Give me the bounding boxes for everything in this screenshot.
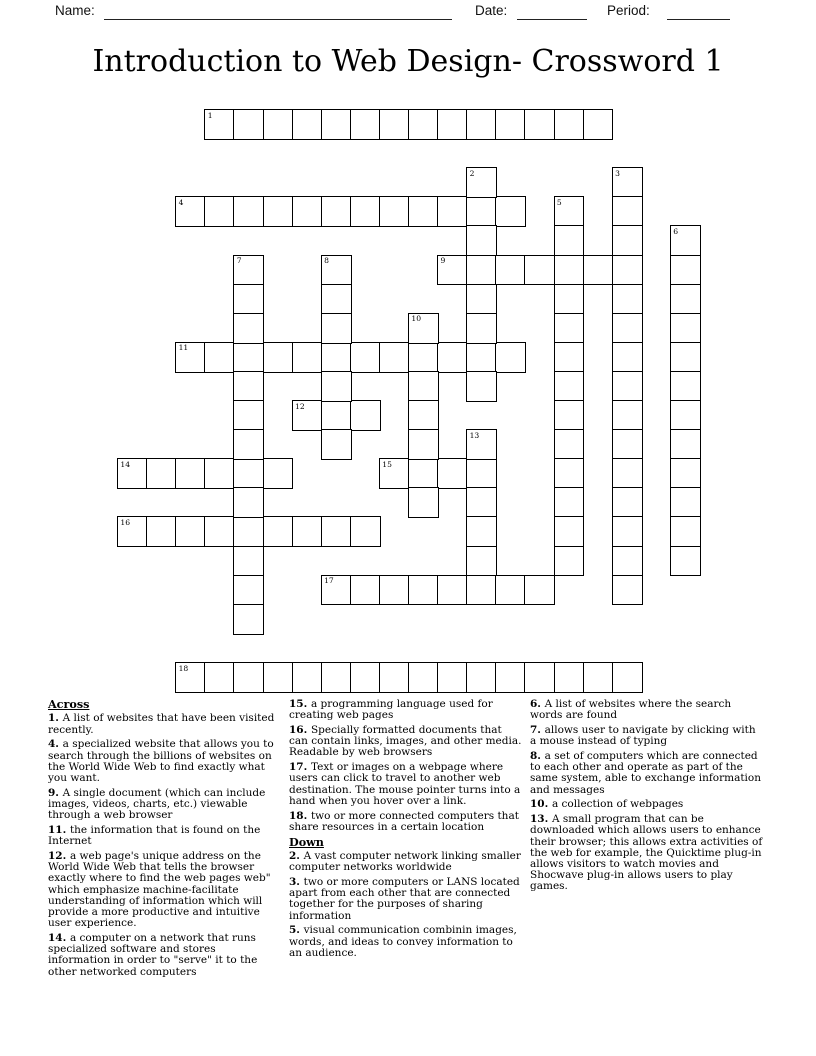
grid-cell-r19-c8[interactable] <box>350 662 381 693</box>
grid-cell-r16-c11[interactable] <box>437 575 468 606</box>
grid-cell-r3-c13[interactable] <box>495 196 526 227</box>
grid-cell-r16-c13[interactable] <box>495 575 526 606</box>
clue-10: 10. a collection of webpages <box>530 798 684 811</box>
grid-cell-r12-c2[interactable] <box>175 458 206 489</box>
grid-cell-r7-c15[interactable] <box>554 313 585 344</box>
grid-cell-r10-c10[interactable] <box>408 400 439 431</box>
grid-cell-r14-c4[interactable] <box>233 516 264 547</box>
grid-cell-r10-c17[interactable] <box>612 400 643 431</box>
grid-cell-r13-c15[interactable] <box>554 487 585 518</box>
grid-cell-r8-c7[interactable] <box>321 342 352 373</box>
grid-cell-r5-c14[interactable] <box>524 255 555 286</box>
grid-cell-r8-c10[interactable] <box>408 342 439 373</box>
cell-number-18: 18 <box>178 663 189 673</box>
grid-cell-r19-c5[interactable] <box>263 662 294 693</box>
grid-cell-r11-c19[interactable] <box>670 429 701 460</box>
cell-number-7: 7 <box>236 256 242 266</box>
grid-cell-r3-c4[interactable] <box>233 196 264 227</box>
grid-cell-r0-c7[interactable] <box>321 109 352 140</box>
clue-column-3 <box>530 699 763 981</box>
grid-cell-r8-c8[interactable] <box>350 342 381 373</box>
grid-cell-r16-c8[interactable] <box>350 575 381 606</box>
grid-cell-r5-c16[interactable] <box>583 255 614 286</box>
grid-cell-r7-c17[interactable] <box>612 313 643 344</box>
grid-cell-r8-c13[interactable] <box>495 342 526 373</box>
grid-cell-r12-c3[interactable] <box>204 458 235 489</box>
cell-number-9: 9 <box>440 256 446 266</box>
grid-cell-r19-c11[interactable] <box>437 662 468 693</box>
grid-cell-r14-c19[interactable] <box>670 516 701 547</box>
grid-cell-r12-c4[interactable] <box>233 458 264 489</box>
grid-cell-r14-c12[interactable] <box>466 516 497 547</box>
grid-cell-r13-c10[interactable] <box>408 487 439 518</box>
grid-cell-r8-c19[interactable] <box>670 342 701 373</box>
grid-cell-r10-c15[interactable] <box>554 400 585 431</box>
grid-cell-r0-c5[interactable] <box>263 109 294 140</box>
date-label: Date: <box>475 3 508 18</box>
grid-cell-r7-c4[interactable] <box>233 313 264 344</box>
grid-cell-r19-c3[interactable] <box>204 662 235 693</box>
grid-cell-r8-c4[interactable] <box>233 342 264 373</box>
grid-cell-r14-c3[interactable] <box>204 516 235 547</box>
grid-cell-r13-c4[interactable] <box>233 487 264 518</box>
date-blank-line[interactable] <box>517 19 587 20</box>
grid-cell-r12-c19[interactable] <box>670 458 701 489</box>
grid-cell-r6-c7[interactable] <box>321 284 352 315</box>
grid-cell-r19-c6[interactable] <box>292 662 323 693</box>
cell-number-12: 12 <box>295 401 305 411</box>
cell-number-5: 5 <box>556 197 562 207</box>
grid-cell-r9-c4[interactable] <box>233 371 264 402</box>
grid-cell-r19-c15[interactable] <box>554 662 585 693</box>
grid-cell-r7-c19[interactable] <box>670 313 701 344</box>
grid-cell-r15-c12[interactable] <box>466 546 497 577</box>
clue-11: 11. the information that is found on the Internet <box>48 824 261 848</box>
grid-cell-r0-c9[interactable] <box>379 109 410 140</box>
cell-number-3: 3 <box>615 168 620 178</box>
grid-cell-r9-c12[interactable] <box>466 371 497 402</box>
grid-cell-r3-c7[interactable] <box>321 196 352 227</box>
grid-cell-r0-c15[interactable] <box>554 109 585 140</box>
grid-cell-r4-c15[interactable] <box>554 225 585 256</box>
cell-number-17: 17 <box>324 576 334 586</box>
grid-cell-r12-c10[interactable] <box>408 458 439 489</box>
grid-cell-r16-c17[interactable] <box>612 575 643 606</box>
grid-cell-r13-c19[interactable] <box>670 487 701 518</box>
worksheet-title: Introduction to Web Design- Crossword 1 <box>92 44 724 79</box>
grid-cell-r8-c17[interactable] <box>612 342 643 373</box>
period-label: Period: <box>607 3 650 18</box>
grid-cell-r12-c15[interactable] <box>554 458 585 489</box>
crossword-grid <box>117 109 701 693</box>
grid-cell-r9-c19[interactable] <box>670 371 701 402</box>
clue-17: 17. Text or images on a webpage where users can click to travel to another web destination. The mouse pointer turns into a hand when you hover over a link. <box>289 761 521 807</box>
grid-cell-r11-c7[interactable] <box>321 429 352 460</box>
clue-13: 13. A small program that can be downloaded which allows users to enhance their browser; this allows extra activities of the web for example, the Quicktime plug-in allows visitors to watch movies and Shocwave plug-in allows users to play games. <box>530 813 763 893</box>
clues-section <box>48 699 770 981</box>
grid-cell-r0-c10[interactable] <box>408 109 439 140</box>
clue-6: 6. A list of websites where the search words are found <box>530 698 732 722</box>
grid-cell-r5-c15[interactable] <box>554 255 585 286</box>
grid-cell-r19-c7[interactable] <box>321 662 352 693</box>
grid-cell-r14-c8[interactable] <box>350 516 381 547</box>
grid-cell-r6-c4[interactable] <box>233 284 264 315</box>
grid-cell-r14-c5[interactable] <box>263 516 294 547</box>
grid-cell-r6-c19[interactable] <box>670 284 701 315</box>
grid-cell-r11-c15[interactable] <box>554 429 585 460</box>
grid-cell-r8-c5[interactable] <box>263 342 294 373</box>
grid-cell-r10-c19[interactable] <box>670 400 701 431</box>
grid-cell-r8-c15[interactable] <box>554 342 585 373</box>
grid-cell-r16-c9[interactable] <box>379 575 410 606</box>
cell-number-6: 6 <box>673 227 679 236</box>
grid-cell-r11-c4[interactable] <box>233 429 264 460</box>
grid-cell-r5-c12[interactable] <box>466 255 497 286</box>
clue-column-2 <box>289 699 522 981</box>
cell-number-15: 15 <box>382 459 392 469</box>
clue-column-1 <box>48 699 281 981</box>
clue-7: 7. allows user to navigate by clicking with a mouse instead of typing <box>530 724 756 748</box>
clue-14: 14. a computer on a network that runs specialized software and stores information in order to "serve" it to the other networked computers <box>48 932 258 978</box>
grid-cell-r10-c4[interactable] <box>233 400 264 431</box>
cell-number-2: 2 <box>469 168 475 178</box>
grid-cell-r9-c15[interactable] <box>554 371 585 402</box>
cell-number-16: 16 <box>120 518 131 527</box>
grid-cell-r10-c7[interactable] <box>321 400 352 431</box>
cell-number-11: 11 <box>178 343 189 353</box>
grid-cell-r0-c4[interactable] <box>233 109 264 140</box>
cell-number-4: 4 <box>178 197 184 207</box>
grid-cell-r0-c13[interactable] <box>495 109 526 140</box>
grid-cell-r19-c9[interactable] <box>379 662 410 693</box>
grid-cell-r4-c12[interactable] <box>466 225 497 256</box>
grid-cell-r3-c12[interactable] <box>466 196 497 227</box>
clue-4: 4. a specialized website that allows you to search through the billions of websites on the World Wide Web to find exactly what you want. <box>48 738 274 785</box>
grid-cell-r8-c12[interactable] <box>466 342 497 373</box>
name-blank-line[interactable] <box>104 19 452 20</box>
clue-16: 16. Specially formatted documents that can contain links, images, and other media. Readable by web browsers <box>289 724 522 759</box>
grid-cell-r4-c17[interactable] <box>612 225 643 256</box>
grid-cell-r15-c4[interactable] <box>233 546 264 577</box>
name-label: Name: <box>55 3 95 18</box>
cell-number-10: 10 <box>411 314 422 324</box>
grid-cell-r11-c10[interactable] <box>408 429 439 460</box>
grid-cell-r15-c17[interactable] <box>612 546 643 577</box>
grid-cell-r5-c13[interactable] <box>495 255 526 286</box>
grid-cell-r14-c1[interactable] <box>146 516 177 547</box>
grid-cell-r3-c10[interactable] <box>408 196 439 227</box>
grid-cell-r9-c17[interactable] <box>612 371 643 402</box>
grid-cell-r16-c10[interactable] <box>408 575 439 606</box>
grid-cell-r0-c8[interactable] <box>350 109 381 140</box>
grid-cell-r3-c17[interactable] <box>612 196 643 227</box>
grid-cell-r8-c11[interactable] <box>437 342 468 373</box>
grid-cell-r8-c3[interactable] <box>204 342 235 373</box>
grid-cell-r5-c19[interactable] <box>670 255 701 286</box>
grid-cell-r7-c12[interactable] <box>466 313 497 344</box>
grid-cell-r0-c11[interactable] <box>437 109 468 140</box>
grid-cell-r8-c9[interactable] <box>379 342 410 373</box>
grid-cell-r10-c8[interactable] <box>350 400 381 431</box>
grid-cell-r8-c6[interactable] <box>292 342 323 373</box>
clue-1: 1. A list of websites that have been visited recently. <box>48 712 275 736</box>
grid-cell-r5-c17[interactable] <box>612 255 643 286</box>
grid-cell-r0-c14[interactable] <box>524 109 555 140</box>
grid-cell-r7-c7[interactable] <box>321 313 352 344</box>
grid-cell-r19-c4[interactable] <box>233 662 264 693</box>
grid-cell-r0-c12[interactable] <box>466 109 497 140</box>
grid-cell-r11-c17[interactable] <box>612 429 643 460</box>
grid-cell-r13-c17[interactable] <box>612 487 643 518</box>
clue-18: 18. two or more connected computers that share resources in a certain location <box>289 809 519 833</box>
grid-cell-r19-c12[interactable] <box>466 662 497 693</box>
grid-cell-r12-c1[interactable] <box>146 458 177 489</box>
grid-cell-r12-c11[interactable] <box>437 458 468 489</box>
grid-cell-r9-c10[interactable] <box>408 371 439 402</box>
clue-15: 15. a programming language used for creating web pages <box>289 698 493 722</box>
cell-number-1: 1 <box>207 110 213 120</box>
grid-cell-r14-c6[interactable] <box>292 516 323 547</box>
grid-cell-r12-c12[interactable] <box>466 458 497 489</box>
cell-number-13: 13 <box>469 430 480 440</box>
grid-cell-r0-c6[interactable] <box>292 109 323 140</box>
grid-cell-r19-c17[interactable] <box>612 662 643 693</box>
grid-cell-r19-c14[interactable] <box>524 662 555 693</box>
clue-5: 5. visual communication combinin images, words, and ideas to convey information to an audience. <box>289 924 517 959</box>
clue-section-header-down: Down <box>289 834 324 849</box>
clue-section-header-across: Across <box>48 697 90 711</box>
grid-cell-r9-c7[interactable] <box>321 371 352 402</box>
grid-cell-r3-c11[interactable] <box>437 196 468 227</box>
grid-cell-r19-c10[interactable] <box>408 662 439 693</box>
period-blank-line[interactable] <box>667 19 730 20</box>
grid-cell-r3-c6[interactable] <box>292 196 323 227</box>
grid-cell-r16-c12[interactable] <box>466 575 497 606</box>
grid-cell-r3-c9[interactable] <box>379 196 410 227</box>
grid-cell-r16-c4[interactable] <box>233 575 264 606</box>
grid-cell-r15-c15[interactable] <box>554 546 585 577</box>
clue-12: 12. a web page's unique address on the World Wide Web that tells the browser exactly where to find the web pages web" which emphasize machine-facilitate understanding of information which will provide a more productive and intuitive user experience. <box>48 850 271 930</box>
clue-8: 8. a set of computers which are connected to each other and operate as part of the same system, able to exchange information and messages <box>530 750 761 796</box>
clue-3: 3. two or more computers or LANS located apart from each other that are connected together for the purposes of sharing information <box>289 876 520 922</box>
grid-cell-r3-c3[interactable] <box>204 196 235 227</box>
grid-cell-r14-c2[interactable] <box>175 516 206 547</box>
grid-cell-r13-c12[interactable] <box>466 487 497 518</box>
grid-cell-r12-c5[interactable] <box>263 458 294 489</box>
grid-cell-r17-c4[interactable] <box>233 604 264 635</box>
grid-cell-r12-c17[interactable] <box>612 458 643 489</box>
grid-cell-r14-c7[interactable] <box>321 516 352 547</box>
grid-cell-r6-c17[interactable] <box>612 284 643 315</box>
clue-9: 9. A single document (which can include images, videos, charts, etc.) viewable through a web browser <box>48 786 266 822</box>
clue-2: 2. A vast computer network linking smaller computer networks worldwide <box>289 850 521 874</box>
grid-cell-r6-c12[interactable] <box>466 284 497 315</box>
grid-cell-r19-c16[interactable] <box>583 662 614 693</box>
grid-cell-r6-c15[interactable] <box>554 284 585 315</box>
cell-number-14: 14 <box>120 459 131 469</box>
grid-cell-r14-c17[interactable] <box>612 516 643 547</box>
grid-cell-r0-c16[interactable] <box>583 109 614 140</box>
grid-cell-r14-c15[interactable] <box>554 516 585 547</box>
cell-number-8: 8 <box>324 256 329 266</box>
grid-cell-r16-c14[interactable] <box>524 575 555 606</box>
grid-cell-r3-c5[interactable] <box>263 196 294 227</box>
grid-cell-r15-c19[interactable] <box>670 546 701 577</box>
grid-cell-r19-c13[interactable] <box>495 662 526 693</box>
grid-cell-r3-c8[interactable] <box>350 196 381 227</box>
